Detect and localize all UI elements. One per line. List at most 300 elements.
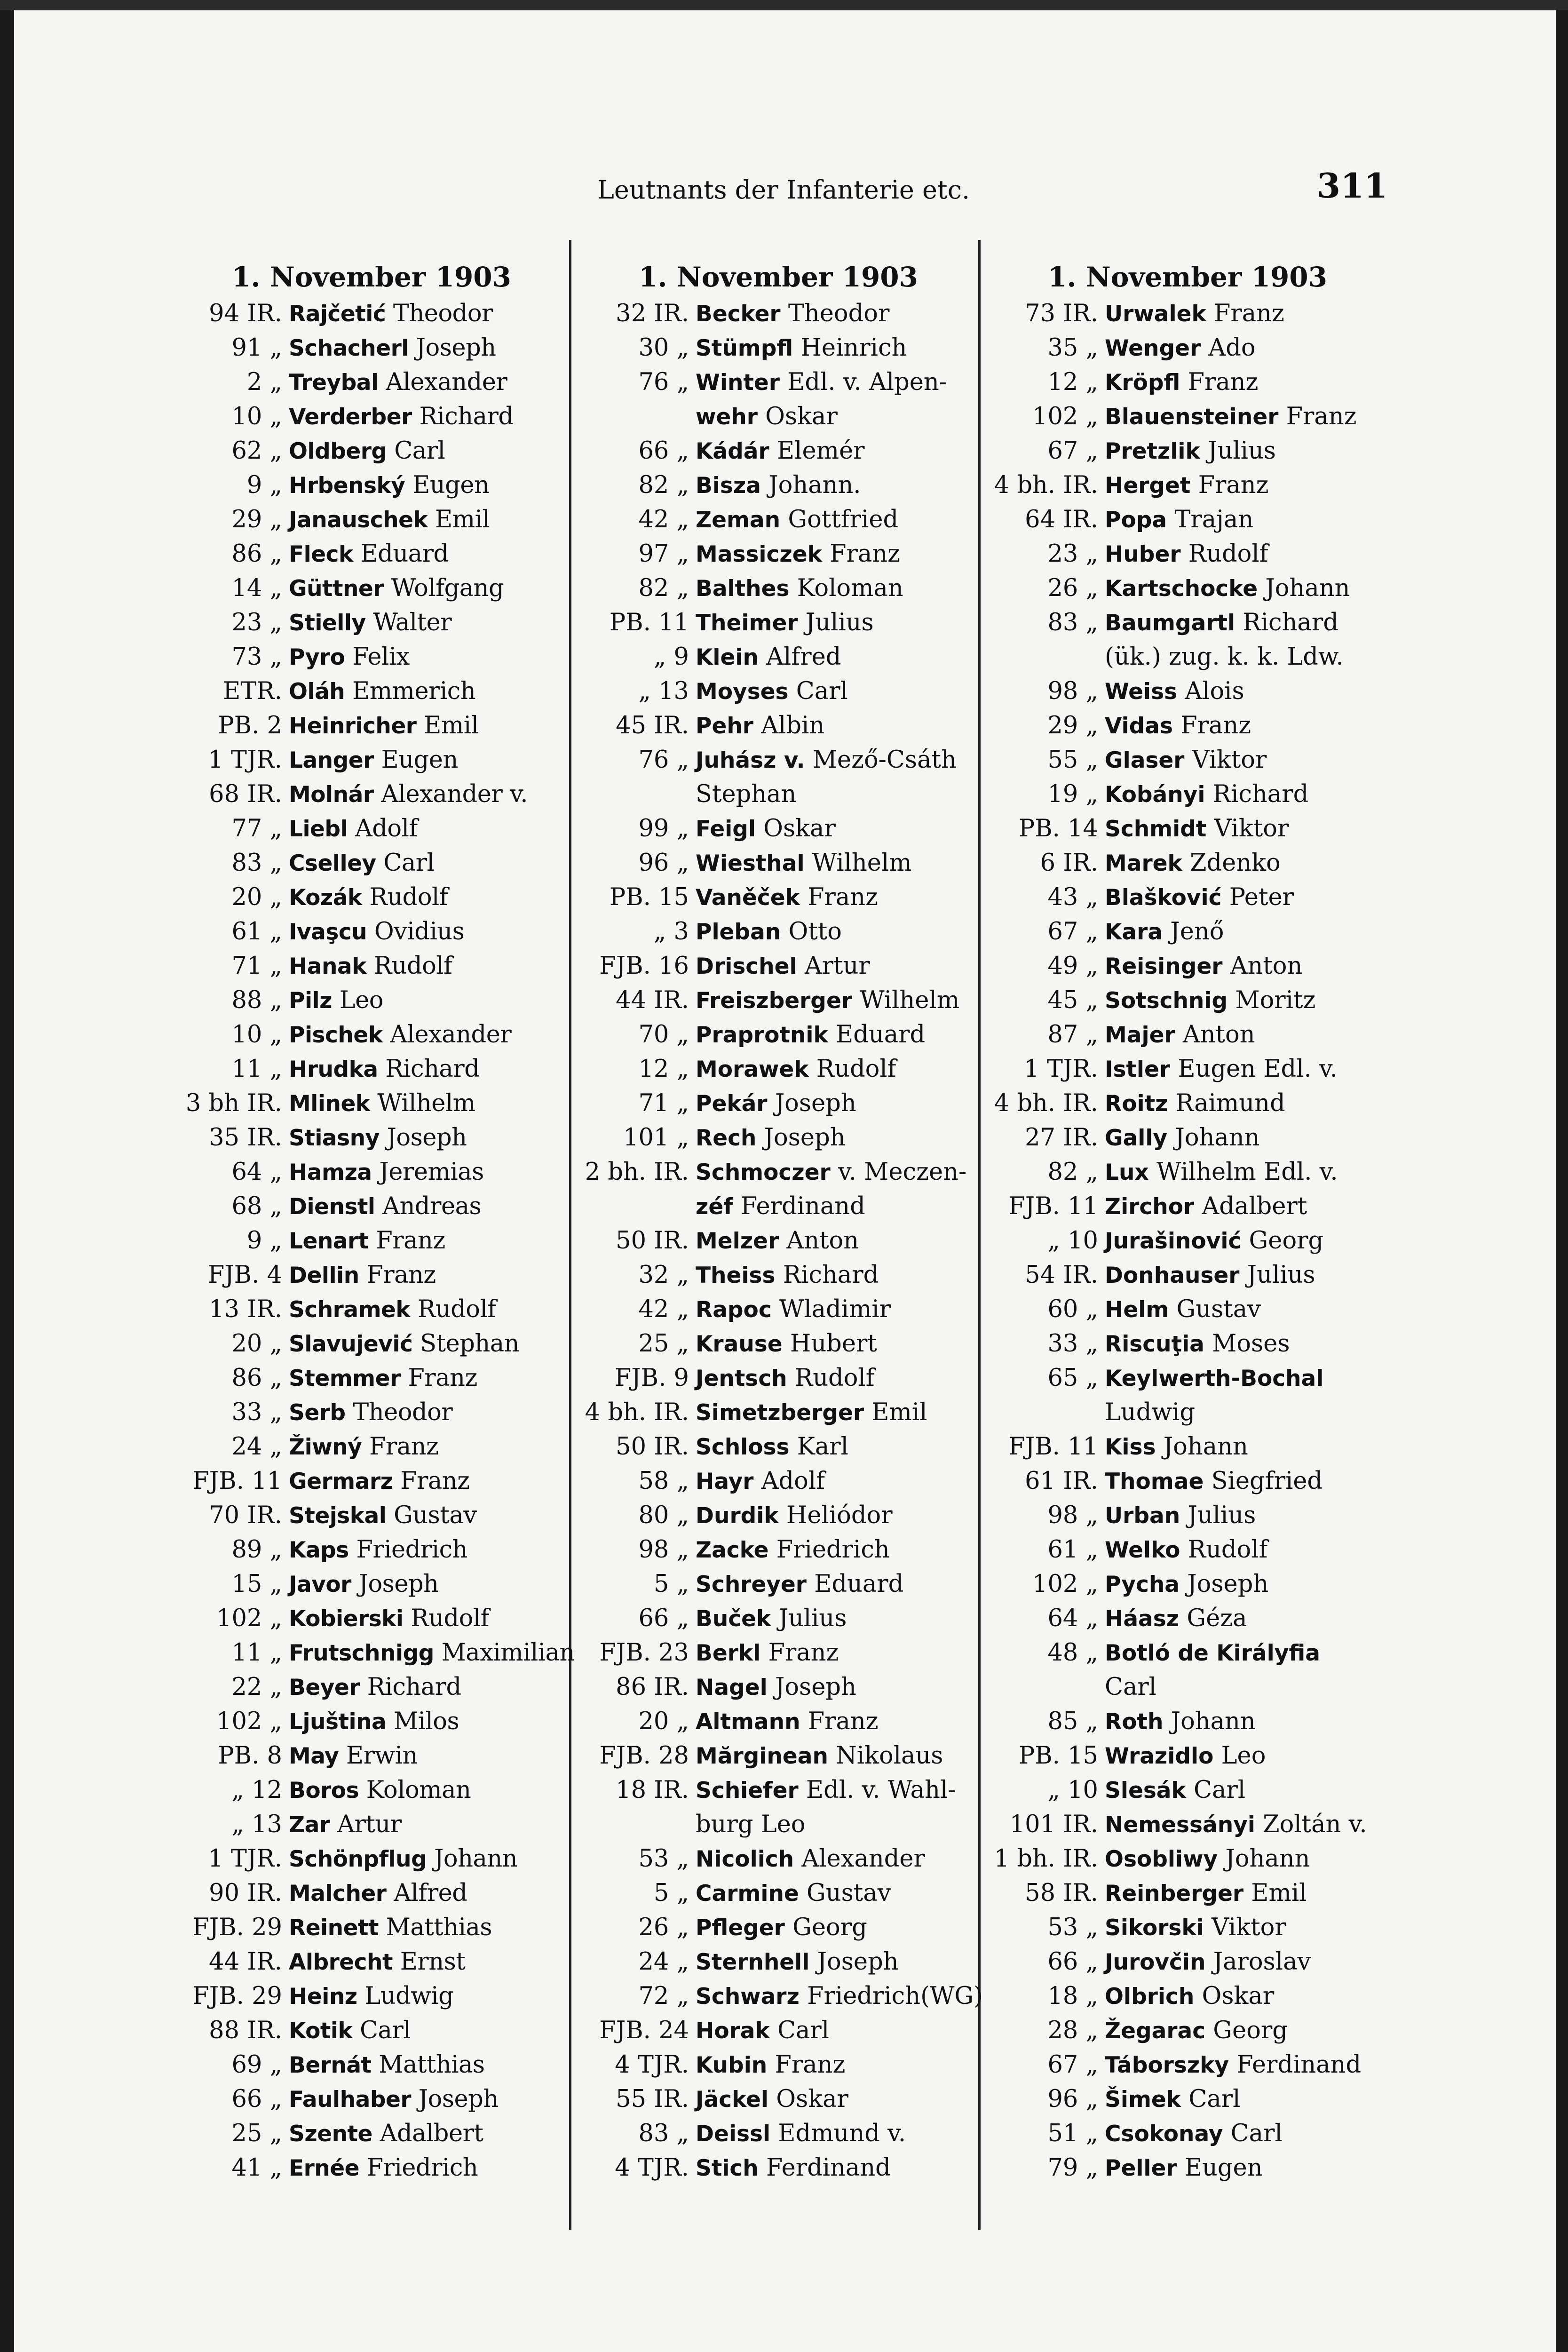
name-separator: [1206, 815, 1214, 842]
officer-name: [289, 1636, 575, 1670]
given-name: Ovidius: [374, 918, 465, 946]
name-separator: [345, 643, 352, 671]
given-name: Theodor: [788, 300, 890, 327]
surname: Kozák: [289, 885, 362, 911]
surname: Mărginean: [696, 1743, 828, 1769]
entry-row: [985, 1979, 1390, 2013]
given-name: Géza: [1187, 1605, 1247, 1632]
given-name: Nikolaus: [836, 1742, 943, 1770]
surname: Bisza: [696, 473, 761, 499]
officer-name: [1105, 708, 1390, 743]
surname: Pischek: [289, 1022, 383, 1048]
regiment-number: 53 „: [638, 1845, 689, 1873]
given-name: Franz: [408, 1364, 477, 1392]
surname: Vaněček: [696, 885, 800, 911]
name-separator: [1163, 918, 1170, 946]
entry-row: [169, 811, 574, 846]
officer-name: [696, 1670, 981, 1704]
officer-name: [289, 674, 574, 708]
surname: Herget: [1105, 473, 1191, 499]
entry-row: [985, 674, 1390, 708]
surname: Schmoczer: [696, 1160, 831, 1185]
given-name: Rudolf: [411, 1605, 490, 1632]
entry-row: [985, 949, 1390, 983]
name-separator: [1205, 2017, 1213, 2044]
given-name: Rudolf: [417, 1295, 496, 1323]
regiment-number: 76 „: [638, 368, 689, 396]
officer-name: [696, 1395, 981, 1430]
name-separator: [1167, 1124, 1175, 1152]
surname: Schwarz: [696, 1984, 800, 2010]
regiment-number: PB. 15: [609, 883, 689, 911]
given-name: Otto: [788, 918, 842, 946]
surname: Feigl: [696, 816, 756, 842]
surname: Popa: [1105, 507, 1167, 533]
surname: Sternhell: [696, 1949, 810, 1975]
given-name: Franz: [1286, 403, 1357, 430]
regiment-number: 30 „: [638, 334, 689, 362]
name-separator: [376, 849, 384, 877]
regiment-number: 68 IR.: [209, 780, 282, 808]
entry-row: [985, 880, 1390, 914]
regiment-number: 85 „: [1047, 1708, 1098, 1735]
entry-row: [985, 1842, 1390, 1876]
name-separator: [409, 334, 416, 362]
officer-name: [1105, 399, 1390, 434]
given-name: Albin: [761, 712, 825, 739]
regiment-number: 91 „: [231, 334, 282, 362]
name-separator: [790, 1433, 797, 1461]
name-separator: [769, 1536, 776, 1564]
surname: Jurašinović: [1105, 1228, 1242, 1254]
officer-name: [1105, 2116, 1390, 2151]
given-name: Heliódor: [786, 1502, 893, 1529]
name-separator: [1180, 1570, 1187, 1598]
surname: Kaps: [289, 1537, 349, 1563]
regiment-number: [985, 1395, 1105, 1430]
surname: Molnár: [289, 782, 374, 808]
surname: Sotschnig: [1105, 988, 1228, 1014]
name-separator: [1194, 1192, 1202, 1220]
officer-name: [1105, 1120, 1390, 1155]
given-name: Moritz: [1235, 986, 1316, 1014]
name-separator: [1205, 780, 1212, 808]
surname: Lux: [1105, 1160, 1149, 1185]
name-separator: [760, 1639, 768, 1667]
given-name: Franz: [775, 2051, 846, 2079]
surname: Slavujević: [289, 1331, 413, 1357]
given-name: Joseph: [416, 334, 496, 362]
given-name: Wilhelm: [812, 849, 912, 877]
entry-row: [985, 331, 1390, 365]
officer-name: [289, 880, 574, 914]
given-name: Oskar: [763, 815, 836, 842]
officer-name: [1105, 1910, 1390, 1945]
given-name: Ferdinand: [766, 2154, 891, 2182]
surname: Szente: [289, 2121, 372, 2147]
name-separator: [1169, 1295, 1176, 1323]
given-name: Mező-Csáth: [812, 746, 957, 774]
name-separator: [799, 1879, 807, 1907]
regiment-number: 44 IR.: [616, 986, 689, 1014]
entry-row: [169, 468, 574, 502]
surname: Güttner: [289, 576, 384, 602]
surname: Simetzberger: [696, 1400, 864, 1426]
officer-name: [696, 605, 981, 640]
entry-row: [169, 331, 574, 365]
regiment-number: 5 „: [653, 1570, 689, 1598]
surname: Drischel: [696, 954, 797, 979]
column-entries: [576, 296, 981, 2185]
given-name: Emil: [871, 1398, 927, 1426]
surname: Pehr: [696, 713, 753, 739]
name-separator: [367, 918, 374, 946]
surname: Berkl: [696, 1640, 761, 1666]
given-name: Franz: [830, 540, 901, 568]
name-separator: [1175, 1021, 1183, 1049]
surname: Hamza: [289, 1160, 372, 1185]
given-name: Georg: [792, 1914, 867, 1941]
column-heading: 1. November 1903: [638, 261, 919, 293]
officer-name: [696, 640, 981, 674]
name-separator: [756, 1124, 764, 1152]
entry-row: [985, 1876, 1390, 1910]
surname: Reinberger: [1105, 1881, 1244, 1907]
name-separator: [852, 986, 860, 1014]
officer-name: [1105, 1979, 1390, 2013]
surname: Krause: [696, 1331, 783, 1357]
name-separator: [412, 1330, 420, 1358]
given-name: Rudolf: [816, 1055, 896, 1083]
entry-row: [985, 2082, 1390, 2116]
given-name: Raimund: [1175, 1089, 1285, 1117]
entry-row: [576, 811, 981, 846]
entry-row: [985, 1670, 1390, 1704]
officer-name: [289, 331, 574, 365]
surname: Horak: [696, 2018, 770, 2044]
given-name: Leo: [339, 986, 384, 1014]
regiment-number: PB. 8: [218, 1742, 282, 1770]
entry-row: [985, 640, 1390, 674]
given-name: Rudolf: [369, 883, 448, 911]
regiment-number: 1 TJR.: [1024, 1055, 1098, 1083]
regiment-number: 82 „: [638, 471, 689, 499]
surname: Glaser: [1105, 747, 1185, 773]
surname: Hanak: [289, 954, 366, 979]
given-name: Viktor: [1192, 746, 1267, 774]
name-separator: [393, 1948, 400, 1976]
regiment-number: „ 13: [231, 1811, 282, 1838]
officer-name: [1105, 1842, 1390, 1876]
entry-row: [169, 365, 574, 399]
given-name: Artur: [804, 952, 870, 980]
surname: Frutschnigg: [289, 1640, 434, 1666]
given-name: Siegfried: [1211, 1467, 1323, 1495]
regiment-number: „ 13: [638, 677, 689, 705]
entry-row: [169, 537, 574, 571]
officer-name: [1105, 365, 1390, 399]
surname: Stemmer: [289, 1366, 401, 1391]
entry-row: [169, 1155, 574, 1189]
officer-name: [289, 846, 574, 880]
name-separator: [767, 1089, 775, 1117]
name-separator: [1227, 986, 1235, 1014]
officer-name: [696, 1704, 981, 1739]
regiment-number: 32 IR.: [616, 300, 689, 327]
name-separator: [759, 2154, 766, 2182]
surname: Osobliwy: [1105, 1846, 1218, 1872]
regiment-number: [576, 777, 696, 811]
name-separator: [761, 471, 768, 499]
regiment-number: 44 IR.: [209, 1948, 282, 1976]
officer-name: [696, 1979, 983, 2013]
given-name: Julius: [778, 1605, 847, 1632]
officer-name: [289, 365, 574, 399]
entry-row: [576, 880, 981, 914]
given-name: Franz: [808, 1708, 879, 1735]
officer-name: [696, 468, 981, 502]
officer-name: [1105, 846, 1390, 880]
entry-row: [169, 1120, 574, 1155]
given-name: Alexander: [801, 1845, 925, 1873]
surname: Nemessányi: [1105, 1812, 1255, 1838]
officer-name: [289, 1120, 574, 1155]
name-separator: [828, 1021, 836, 1049]
entry-row: [985, 2048, 1390, 2082]
given-name: Julius: [1247, 1261, 1315, 1289]
surname: Kádár: [696, 438, 769, 464]
entry-row: [985, 1533, 1390, 1567]
surname: Táborszky: [1105, 2052, 1229, 2078]
given-name: Anton: [786, 1227, 859, 1255]
name-separator: [1204, 1467, 1211, 1495]
given-name: Johann: [1265, 574, 1350, 602]
name-separator: [1177, 2154, 1185, 2182]
entry-row: [985, 846, 1390, 880]
entry-row: [169, 949, 574, 983]
regiment-number: 88 „: [231, 986, 282, 1014]
entry-row: [985, 537, 1390, 571]
regiment-number: 64 „: [1047, 1605, 1098, 1632]
entry-row: [169, 1224, 574, 1258]
officer-name: [1105, 1258, 1390, 1292]
entry-row: [985, 811, 1390, 846]
surname: Treybal: [289, 370, 379, 396]
given-name: Ado: [1208, 334, 1256, 362]
name-separator: [807, 1570, 814, 1598]
entry-row: [985, 1052, 1390, 1086]
entry-row: [985, 914, 1390, 949]
entry-row: [576, 914, 981, 949]
surname: Hayr: [696, 1469, 754, 1494]
name-separator: [1201, 334, 1208, 362]
regiment-number: „ 12: [231, 1776, 282, 1804]
officer-name: [289, 1189, 574, 1224]
given-name: Alexander: [386, 368, 507, 396]
entry-row: [169, 605, 574, 640]
entry-row: [169, 1842, 574, 1876]
regiment-number: 98 „: [1047, 677, 1098, 705]
officer-name: [289, 605, 574, 640]
officer-name: [1105, 1670, 1390, 1704]
officer-name: [696, 1224, 981, 1258]
entry-row: [576, 1327, 981, 1361]
surname: Urban: [1105, 1503, 1180, 1529]
entry-row: [169, 1498, 574, 1533]
officer-name: [1105, 468, 1390, 502]
entry-row: [169, 1258, 574, 1292]
officer-name: [289, 1876, 574, 1910]
name-separator: [789, 574, 797, 602]
officer-name: [289, 811, 574, 846]
given-name: Peter: [1229, 883, 1294, 911]
column-left: [169, 259, 574, 2185]
officer-name: [289, 1430, 574, 1464]
given-name: Georg: [1249, 1227, 1324, 1255]
name-separator: [374, 780, 381, 808]
regiment-number: 99 „: [638, 815, 689, 842]
regiment-number: PB. 14: [1018, 815, 1098, 842]
given-name: Franz: [376, 1227, 445, 1255]
given-name: Heinrich: [800, 334, 907, 362]
regiment-number: 33 „: [231, 1398, 282, 1426]
name-separator: [375, 1192, 383, 1220]
officer-name: [289, 2082, 574, 2116]
regiment-number: 88 IR.: [209, 2017, 282, 2044]
surname: Janauschek: [289, 507, 428, 533]
entry-row: [169, 1327, 574, 1361]
regiment-number: 43 „: [1047, 883, 1098, 911]
entry-row: [576, 708, 981, 743]
name-separator: [1181, 540, 1188, 568]
surname: Boros: [289, 1778, 359, 1804]
page-edge-top: [0, 0, 1568, 10]
name-separator: [384, 574, 391, 602]
surname: Wenger: [1105, 335, 1201, 361]
officer-name: [1105, 1430, 1390, 1464]
given-name: Adalbert: [380, 2120, 483, 2147]
given-name: Zdenko: [1190, 849, 1281, 877]
surname: Langer: [289, 747, 374, 773]
officer-name: [289, 1567, 574, 1601]
surname: Liebl: [289, 816, 348, 842]
entry-row: [169, 674, 574, 708]
name-separator: [787, 1364, 795, 1392]
given-name: Oskar: [1202, 1982, 1275, 2010]
regiment-number: 60 „: [1047, 1295, 1098, 1323]
regiment-number: 18 IR.: [616, 1776, 689, 1804]
regiment-number: 11 „: [231, 1055, 282, 1083]
officer-name: [289, 2048, 574, 2082]
surname: Háasz: [1105, 1606, 1180, 1632]
given-name: Georg: [1213, 2017, 1288, 2044]
entry-row: [576, 571, 981, 605]
entry-row: [576, 1636, 981, 1670]
officer-name: [289, 983, 574, 1017]
name-separator: [779, 1502, 786, 1529]
name-separator: [359, 1261, 367, 1289]
regiment-number: [576, 399, 696, 434]
given-name: Koloman: [366, 1776, 471, 1804]
officer-name: [1105, 1464, 1390, 1498]
name-separator: [1163, 1708, 1171, 1735]
entry-row: [576, 2151, 981, 2185]
column-heading: 1. November 1903: [1047, 261, 1328, 293]
page-edge-left: [0, 0, 14, 2352]
entry-row: [985, 1017, 1390, 1052]
name-separator: [789, 677, 796, 705]
officer-name: [1105, 640, 1390, 674]
regiment-number: 72 „: [638, 1982, 689, 2010]
regiment-number: 61 „: [1047, 1536, 1098, 1564]
given-name: Ludwig: [1105, 1398, 1195, 1426]
regiment-number: 98 „: [638, 1536, 689, 1564]
regiment-number: 73 IR.: [1025, 300, 1098, 327]
regiment-number: 24 „: [638, 1948, 689, 1976]
given-name: Rudolf: [1188, 540, 1268, 568]
name-separator: [780, 368, 787, 396]
entry-row: [169, 2048, 574, 2082]
name-separator: [1204, 1914, 1212, 1941]
given-name: Julius: [1208, 437, 1276, 465]
given-name: Richard: [419, 403, 514, 430]
officer-name: [289, 537, 574, 571]
given-name: Franz: [366, 1261, 436, 1289]
officer-name: [1105, 1945, 1390, 1979]
regiment-number: 98 „: [1047, 1502, 1098, 1529]
surname: Heinricher: [289, 713, 417, 739]
surname: Schacherl: [289, 335, 409, 361]
surname: Pfleger: [696, 1915, 785, 1941]
given-name: Anton: [1230, 952, 1303, 980]
officer-name: [289, 1773, 574, 1807]
regiment-number: 90 IR.: [209, 1879, 282, 1907]
name-separator: [770, 2120, 778, 2147]
name-separator: [434, 1639, 442, 1667]
regiment-number: 3 bh IR.: [185, 1089, 282, 1117]
surname: Kobányi: [1105, 782, 1205, 808]
officer-name: [696, 1739, 981, 1773]
name-separator: [1229, 2051, 1236, 2079]
given-name: Franz: [808, 883, 878, 911]
surname: Žegarac: [1105, 2018, 1206, 2044]
given-name: Jenő: [1170, 918, 1224, 946]
regiment-number: FJB. 23: [599, 1639, 689, 1667]
surname: Buček: [696, 1606, 771, 1632]
name-separator: [1170, 1055, 1178, 1083]
officer-name: [289, 1327, 574, 1361]
officer-name: [1105, 777, 1390, 811]
given-name: Eugen: [412, 471, 490, 499]
officer-name: [696, 537, 981, 571]
entry-row: [169, 434, 574, 468]
given-name: Erwin: [346, 1742, 418, 1770]
regiment-number: 62 „: [231, 437, 282, 465]
officer-name: [289, 1224, 574, 1258]
surname: Rapoc: [696, 1297, 772, 1323]
name-separator: [809, 1055, 816, 1083]
regiment-number: 80 „: [638, 1502, 689, 1529]
given-name: Emil: [435, 506, 490, 533]
given-name: Theodor: [353, 1398, 453, 1426]
surname: Jäckel: [696, 2087, 769, 2113]
name-separator: [357, 1982, 365, 2010]
name-separator: [767, 2051, 775, 2079]
regiment-number: 9 „: [246, 1227, 282, 1255]
entry-row: [576, 365, 981, 399]
regiment-number: 4 bh. IR.: [994, 1089, 1098, 1117]
given-name: Alfred: [394, 1879, 467, 1907]
